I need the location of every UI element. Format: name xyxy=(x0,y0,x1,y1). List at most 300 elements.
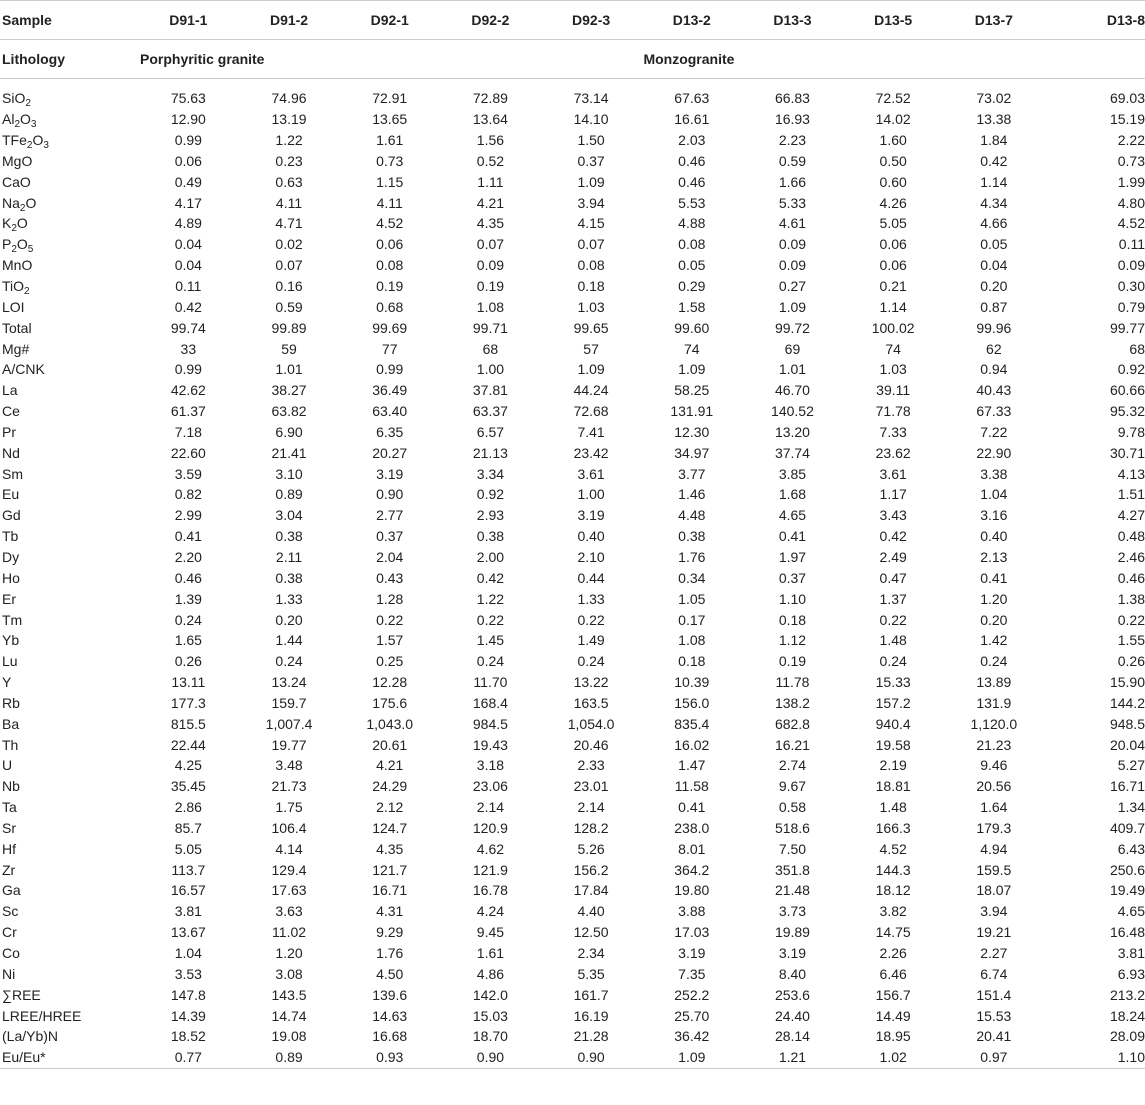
table-row xyxy=(0,776,1145,797)
table-row xyxy=(0,984,1145,1005)
table-cell: 23.06 xyxy=(472,778,508,795)
table-cell: 11.02 xyxy=(272,924,307,941)
table-cell: 156.2 xyxy=(573,861,609,878)
table-cell: 16.68 xyxy=(372,1028,408,1045)
table-cell: 0.40 xyxy=(980,528,1008,545)
table-cell: 19.89 xyxy=(774,924,810,941)
table-cell: 175.6 xyxy=(372,694,408,711)
table-cell: 6.93 xyxy=(1117,965,1145,982)
row-label: Lu xyxy=(2,653,18,670)
table-cell: 1.38 xyxy=(1117,590,1145,607)
table-cell: 72.91 xyxy=(372,90,408,107)
row-label: $Na_2O$ xyxy=(2,194,37,214)
table-cell: 0.46 xyxy=(174,569,202,586)
table-cell: 100.02 xyxy=(871,319,915,336)
table-cell: 6.57 xyxy=(476,423,505,440)
table-cell: 4.86 xyxy=(476,965,505,982)
row-label: Er xyxy=(2,590,16,607)
table-row xyxy=(0,630,1145,651)
table-cell: 0.24 xyxy=(577,653,605,670)
table-cell: 0.52 xyxy=(476,152,505,169)
table-cell: 1.04 xyxy=(174,945,202,962)
table-cell: 0.90 xyxy=(376,486,404,503)
table-cell: 2.10 xyxy=(577,548,605,565)
table-cell: 0.92 xyxy=(1117,361,1145,378)
row-label: Dy xyxy=(2,548,20,565)
table-cell: 73.14 xyxy=(573,90,609,107)
table-row xyxy=(0,380,1145,401)
table-cell: 3.81 xyxy=(1117,945,1145,962)
table-cell: 1,007.4 xyxy=(265,715,313,732)
table-cell: 177.3 xyxy=(170,694,206,711)
table-cell: 0.08 xyxy=(577,257,605,274)
table-cell: 11.70 xyxy=(473,674,508,691)
table-row xyxy=(0,672,1145,693)
sample-column-header: D13-5 xyxy=(843,1,944,40)
table-cell: 0.97 xyxy=(944,1047,1045,1068)
table-cell: 72.89 xyxy=(472,90,508,107)
table-cell: 1.09 xyxy=(577,361,605,378)
table-cell: 4.66 xyxy=(980,215,1008,232)
row-label: Ga xyxy=(2,882,21,899)
table-row xyxy=(0,234,1145,255)
table-cell: 18.07 xyxy=(976,882,1012,899)
table-cell: 0.09 xyxy=(476,257,505,274)
row-label: U xyxy=(2,757,13,774)
table-cell: 3.63 xyxy=(275,903,303,920)
table-row xyxy=(0,963,1145,984)
table-cell: 0.22 xyxy=(577,611,605,628)
table-cell: 0.41 xyxy=(980,569,1008,586)
table-cell: 0.40 xyxy=(577,528,605,545)
table-cell: 14.75 xyxy=(875,924,911,941)
table-cell: 1.20 xyxy=(275,945,303,962)
table-cell: 6.90 xyxy=(275,423,303,440)
table-cell: 835.4 xyxy=(674,715,710,732)
table-cell: 163.5 xyxy=(573,694,609,711)
table-cell: 13.20 xyxy=(774,423,810,440)
table-row xyxy=(0,505,1145,526)
sample-column-header: D92-1 xyxy=(339,1,440,40)
table-cell: 18.81 xyxy=(875,778,911,795)
table-cell: 63.82 xyxy=(271,403,307,420)
table-row xyxy=(0,422,1145,443)
table-cell: 13.67 xyxy=(170,924,206,941)
row-label: Ho xyxy=(2,569,20,586)
table-cell: 15.33 xyxy=(875,674,911,691)
table-cell: 0.19 xyxy=(778,653,807,670)
table-cell: 74 xyxy=(683,340,700,357)
table-cell: 0.06 xyxy=(879,236,907,253)
table-cell: 13.64 xyxy=(472,111,508,128)
table-cell: 4.35 xyxy=(376,840,404,857)
table-cell: 15.90 xyxy=(1109,674,1145,691)
table-cell: 13.11 xyxy=(171,674,206,691)
table-cell: 0.24 xyxy=(476,653,505,670)
table-cell: 35.45 xyxy=(170,778,206,795)
table-cell: 0.34 xyxy=(678,569,706,586)
table-cell: 159.7 xyxy=(271,694,307,711)
table-cell: 77 xyxy=(381,340,398,357)
row-label: Ta xyxy=(2,799,17,816)
table-cell: 166.3 xyxy=(875,819,911,836)
table-cell: 1.76 xyxy=(678,548,706,565)
table-cell: 0.37 xyxy=(376,528,404,545)
table-cell: 99.77 xyxy=(1109,319,1145,336)
table-cell: 0.22 xyxy=(376,611,404,628)
table-cell: 2.19 xyxy=(879,757,907,774)
table-cell: 39.11 xyxy=(876,382,911,399)
table-cell: 1.50 xyxy=(577,132,605,149)
table-cell: 4.17 xyxy=(174,194,202,211)
table-row xyxy=(0,692,1145,713)
table-cell: 13.38 xyxy=(976,111,1012,128)
table-cell: 28.14 xyxy=(774,1028,810,1045)
table-cell: 5.05 xyxy=(174,840,202,857)
lithology-row xyxy=(0,40,1145,79)
table-cell: 0.06 xyxy=(376,236,404,253)
table-cell: 2.26 xyxy=(879,945,907,962)
table-cell: 5.26 xyxy=(577,840,605,857)
table-cell: 0.05 xyxy=(678,257,706,274)
lithology-group: Monzogranite xyxy=(641,40,1145,79)
table-cell: 1.17 xyxy=(879,486,907,503)
table-cell: 28.09 xyxy=(1109,1028,1145,1045)
table-cell: 12.50 xyxy=(573,924,609,941)
table-cell: 15.03 xyxy=(472,1007,508,1024)
table-cell: 1.64 xyxy=(980,799,1008,816)
table-cell: 139.6 xyxy=(372,986,408,1003)
table-row xyxy=(0,296,1145,317)
table-cell: 0.30 xyxy=(1117,278,1145,295)
table-cell: 5.27 xyxy=(1117,757,1145,774)
table-cell: 2.93 xyxy=(476,507,505,524)
table-cell: 22.44 xyxy=(170,736,206,753)
table-cell: 142.0 xyxy=(472,986,508,1003)
table-cell: 42.62 xyxy=(170,382,206,399)
table-cell: 0.16 xyxy=(275,278,303,295)
table-row xyxy=(0,88,1145,109)
sample-column-header: D13-7 xyxy=(944,1,1045,40)
table-cell: 213.2 xyxy=(1109,986,1145,1003)
table-cell: 14.74 xyxy=(271,1007,307,1024)
table-cell: 3.77 xyxy=(678,465,706,482)
row-label: Ba xyxy=(2,715,20,732)
table-cell: 0.68 xyxy=(376,298,404,315)
table-cell: 131.91 xyxy=(670,403,714,420)
table-cell: 1.00 xyxy=(476,361,505,378)
table-cell: 14.63 xyxy=(372,1007,408,1024)
table-cell: 34.97 xyxy=(674,444,710,461)
table-cell: 0.24 xyxy=(275,653,303,670)
table-cell: 948.5 xyxy=(1109,715,1145,732)
table-cell: 38.27 xyxy=(271,382,307,399)
table-cell: 1.22 xyxy=(275,132,303,149)
table-cell: 11.78 xyxy=(775,674,810,691)
table-cell: 3.19 xyxy=(376,465,404,482)
table-cell: 124.7 xyxy=(372,819,408,836)
table-row xyxy=(0,880,1145,901)
table-cell: 0.21 xyxy=(879,278,907,295)
table-row xyxy=(0,484,1145,505)
row-label: Mg# xyxy=(2,340,30,357)
table-cell: 3.19 xyxy=(678,945,706,962)
table-cell: 68 xyxy=(482,340,499,357)
table-cell: 940.4 xyxy=(875,715,911,732)
row-label: TiO$_2$ xyxy=(2,278,30,298)
row-label: Sm xyxy=(2,465,23,482)
table-cell: 151.4 xyxy=(976,986,1012,1003)
table-cell: 8.01 xyxy=(678,840,706,857)
table-cell: 74 xyxy=(885,340,901,357)
table-cell: 99.65 xyxy=(573,319,609,336)
table-cell: 0.11 xyxy=(1118,236,1145,253)
table-row xyxy=(0,192,1145,213)
table-cell: 4.61 xyxy=(778,215,807,232)
table-cell: 0.20 xyxy=(980,611,1008,628)
table-cell: 2.33 xyxy=(577,757,605,774)
table-cell: 4.62 xyxy=(476,840,505,857)
table-cell: 63.37 xyxy=(472,403,508,420)
table-cell: 1.09 xyxy=(778,298,807,315)
table-cell: 140.52 xyxy=(771,403,814,420)
table-cell: 16.78 xyxy=(472,882,508,899)
lithology-section xyxy=(0,40,1145,89)
table-cell: 16.61 xyxy=(674,111,710,128)
table-cell: 409.7 xyxy=(1109,819,1145,836)
table-cell: 13.22 xyxy=(573,674,609,691)
table-cell: 2.14 xyxy=(577,799,605,816)
table-cell: 2.46 xyxy=(1117,548,1145,565)
table-row xyxy=(0,317,1145,338)
table-row xyxy=(0,442,1145,463)
table-cell: 1.03 xyxy=(879,361,907,378)
table-cell: 161.7 xyxy=(573,986,609,1003)
table-cell: 1,054.0 xyxy=(567,715,615,732)
table-cell: 21.48 xyxy=(774,882,810,899)
table-cell: 7.35 xyxy=(678,965,706,982)
table-cell: 4.21 xyxy=(476,194,505,211)
table-cell: 3.43 xyxy=(879,507,907,524)
table-cell: 3.08 xyxy=(275,965,303,982)
table-cell: 2.86 xyxy=(174,799,202,816)
table-row xyxy=(0,567,1145,588)
table-cell: 0.04 xyxy=(980,257,1008,274)
row-label: Yb xyxy=(2,632,20,649)
table-cell: 24.40 xyxy=(774,1007,810,1024)
table-cell: 8.40 xyxy=(778,965,807,982)
table-cell: 0.46 xyxy=(1117,569,1145,586)
table-cell: 3.94 xyxy=(980,903,1008,920)
table-cell: 0.58 xyxy=(778,799,807,816)
table-row xyxy=(0,1047,1145,1068)
table-cell: 4.21 xyxy=(376,757,404,774)
table-cell: 0.04 xyxy=(174,236,202,253)
table-cell: 1.48 xyxy=(879,632,907,649)
table-cell: 0.17 xyxy=(678,611,706,628)
table-cell: 7.33 xyxy=(879,423,907,440)
table-cell: 0.07 xyxy=(577,236,605,253)
table-cell: 3.59 xyxy=(174,465,202,482)
table-cell: 0.38 xyxy=(476,528,505,545)
table-cell: 40.43 xyxy=(976,382,1012,399)
table-cell: 179.3 xyxy=(976,819,1012,836)
table-cell: 3.10 xyxy=(275,465,303,482)
table-cell: 0.49 xyxy=(174,173,202,190)
table-cell: 13.65 xyxy=(372,111,408,128)
table-row xyxy=(0,109,1145,130)
table-cell: 19.49 xyxy=(1109,882,1145,899)
table-cell: 0.38 xyxy=(678,528,706,545)
table-row xyxy=(0,151,1145,172)
table-cell: 1.60 xyxy=(879,132,907,149)
row-label: Ce xyxy=(2,403,20,420)
table-cell: 37.81 xyxy=(472,382,508,399)
row-label: LREE/HREE xyxy=(2,1007,82,1024)
table-cell: 21.73 xyxy=(271,778,307,795)
table-cell: 2.77 xyxy=(376,507,404,524)
table-cell: 16.21 xyxy=(774,736,810,753)
table-cell: 13.24 xyxy=(271,674,307,691)
table-cell: 95.32 xyxy=(1109,403,1145,420)
table-cell: 1.22 xyxy=(476,590,505,607)
table-cell: 3.61 xyxy=(577,465,605,482)
table-cell: 1.09 xyxy=(577,173,605,190)
row-label: LOI xyxy=(2,298,25,315)
row-label: $K_2O$ xyxy=(2,215,28,235)
table-cell: 0.92 xyxy=(476,486,505,503)
table-cell: 1.33 xyxy=(275,590,303,607)
table-row xyxy=(0,359,1145,380)
row-label: Gd xyxy=(2,507,21,524)
row-label: Ni xyxy=(2,965,16,982)
table-cell: 1.00 xyxy=(577,486,605,503)
row-label: La xyxy=(2,382,18,399)
table-cell: 1.11 xyxy=(477,173,504,190)
table-cell: 253.6 xyxy=(774,986,810,1003)
table-cell: 13.19 xyxy=(271,111,307,128)
table-cell: 18.70 xyxy=(472,1028,508,1045)
table-cell: 99.60 xyxy=(674,319,710,336)
table-row xyxy=(0,755,1145,776)
table-cell: 1.14 xyxy=(980,173,1008,190)
table-cell: 0.07 xyxy=(275,257,303,274)
table-row xyxy=(0,463,1145,484)
table-cell: 4.24 xyxy=(476,903,505,920)
table-cell: 2.49 xyxy=(879,548,907,565)
table-cell: 4.40 xyxy=(577,903,605,920)
table-cell: 19.43 xyxy=(472,736,508,753)
table-cell: 3.16 xyxy=(980,507,1008,524)
table-cell: 364.2 xyxy=(674,861,710,878)
table-cell: 518.6 xyxy=(774,819,810,836)
table-cell: 0.42 xyxy=(476,569,505,586)
table-cell: 1.61 xyxy=(476,945,505,962)
table-cell: 1.33 xyxy=(577,590,605,607)
row-label: Sr xyxy=(2,819,16,836)
table-cell: 72.68 xyxy=(573,403,609,420)
table-row xyxy=(0,171,1145,192)
table-cell: 20.41 xyxy=(976,1028,1012,1045)
table-cell: 4.26 xyxy=(879,194,907,211)
table-cell: 0.26 xyxy=(174,653,202,670)
table-cell: 129.4 xyxy=(271,861,307,878)
table-cell: 62 xyxy=(986,340,1002,357)
table-cell: 71.78 xyxy=(875,403,911,420)
table-cell: 0.09 xyxy=(778,236,807,253)
table-cell: 1.37 xyxy=(879,590,907,607)
table-cell: 16.71 xyxy=(372,882,408,899)
table-cell: 69.03 xyxy=(1109,90,1145,107)
table-cell: 4.34 xyxy=(980,194,1008,211)
row-label: $Al_2O_3$ xyxy=(2,111,37,131)
table-cell: 2.12 xyxy=(376,799,404,816)
table-cell: 3.34 xyxy=(476,465,505,482)
table-cell: 15.19 xyxy=(1109,111,1145,128)
table-cell: 1.46 xyxy=(678,486,706,503)
table-cell: 20.27 xyxy=(372,444,408,461)
table-cell: 9.46 xyxy=(980,757,1008,774)
table-cell: 10.39 xyxy=(674,674,710,691)
table-cell: 0.19 xyxy=(476,278,505,295)
table-cell: 156.7 xyxy=(875,986,911,1003)
table-cell: 0.44 xyxy=(577,569,605,586)
table-row xyxy=(0,130,1145,151)
table-cell: 14.10 xyxy=(573,111,609,128)
table-cell: 1.61 xyxy=(376,132,404,149)
table-row xyxy=(0,1005,1145,1026)
row-label: Rb xyxy=(2,694,20,711)
table-cell: 984.5 xyxy=(472,715,508,732)
row-label: Nd xyxy=(2,444,20,461)
table-cell: 0.24 xyxy=(174,611,202,628)
table-cell: 1.48 xyxy=(879,799,907,816)
table-cell: 128.2 xyxy=(573,819,609,836)
table-cell: 0.04 xyxy=(174,257,202,274)
table-cell: 16.93 xyxy=(774,111,810,128)
table-cell: 252.2 xyxy=(674,986,710,1003)
table-cell: 0.24 xyxy=(879,653,907,670)
table-cell: 0.46 xyxy=(678,173,706,190)
table-cell: 0.87 xyxy=(980,298,1008,315)
table-cell: 4.31 xyxy=(376,903,404,920)
table-cell: 23.42 xyxy=(573,444,609,461)
table-cell: 18.95 xyxy=(875,1028,911,1045)
table-cell: 0.50 xyxy=(879,152,907,169)
table-cell: 2.99 xyxy=(174,507,202,524)
table-cell: 238.0 xyxy=(674,819,710,836)
table-cell: 2.03 xyxy=(678,132,706,149)
table-cell: 0.09 xyxy=(778,257,807,274)
sample-column-header: D91-2 xyxy=(239,1,340,40)
table-cell: 1.10 xyxy=(778,590,807,607)
table-cell: 1.51 xyxy=(1117,486,1145,503)
table-cell: 0.42 xyxy=(980,152,1008,169)
table-cell: 59 xyxy=(281,340,297,357)
table-cell: 0.43 xyxy=(376,569,404,586)
table-cell: 12.28 xyxy=(372,674,408,691)
table-cell: 18.24 xyxy=(1109,1007,1145,1024)
table-cell: 156.0 xyxy=(674,694,710,711)
table-cell: 1.21 xyxy=(742,1047,843,1068)
table-row xyxy=(0,838,1145,859)
row-label: Y xyxy=(2,674,12,691)
row-label: Th xyxy=(2,736,19,753)
table-row xyxy=(0,859,1145,880)
table-cell: 0.26 xyxy=(1117,653,1145,670)
table-row xyxy=(0,547,1145,568)
row-label: Total xyxy=(2,319,32,336)
